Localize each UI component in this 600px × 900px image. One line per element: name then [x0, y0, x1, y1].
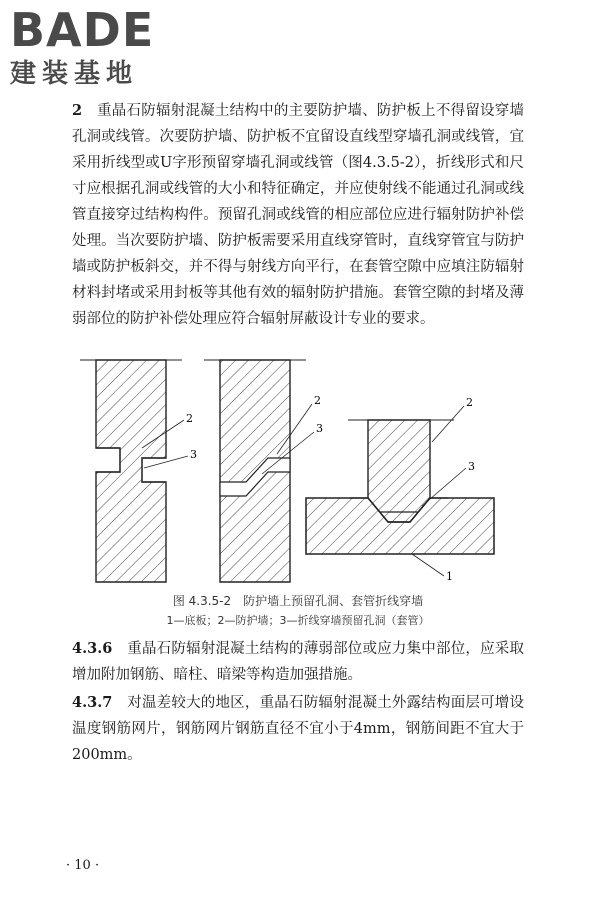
paragraph-2: [72, 98, 524, 332]
logo-subtitle: 建装基地: [10, 59, 139, 89]
section-number: 4.3.6: [72, 640, 113, 657]
panel-c-u-shaped-penetration: [306, 396, 494, 583]
section-4-3-6: [72, 636, 524, 688]
figure-legend: 1—底板；2—防护墙；3—折线穿墙预留孔洞（套管）: [166, 614, 430, 627]
brand-logo: [10, 3, 155, 90]
section-text: 对温差较大的地区，重晶石防辐射混凝土外露结构面层可增设温度钢筋网片，钢筋网片钢筋直径不宜小于4mm，钢筋间距不宜大于200mm。: [72, 695, 525, 763]
panel-a-stepped-penetration: [80, 360, 197, 582]
section-4-3-7: [72, 690, 524, 768]
page-number: · 10 ·: [66, 858, 100, 873]
paragraph-number: 2: [72, 102, 83, 119]
panel-b-oblique-penetration: [204, 360, 323, 582]
logo-brand-text: BADE: [10, 3, 155, 57]
section-number: 4.3.7: [72, 694, 113, 711]
figure-caption: 图 4.3.5-2 防护墙上预留孔洞、套管折线穿墙: [172, 594, 424, 608]
section-text: 重晶石防辐射混凝土结构的薄弱部位或应力集中部位，应采取增加附加钢筋、暗柱、暗梁等构造加强措施。: [72, 641, 525, 683]
callout-3-c: 3: [468, 460, 475, 473]
callout-2-c: 2: [466, 396, 473, 409]
paragraph-text: 重晶石防辐射混凝土结构中的主要防护墙、防护板上不得留设穿墙孔洞或线管。次要防护墙、防护板不宜留设直线型穿墙孔洞或线管，宜采用折线型或U字形预留穿墙孔洞或线管（图4.3.5-2），折线形式和尺寸应根据孔洞或线管的大小和特征确定，并应使射线不能通过孔洞或线管直接穿过结构构件。预留孔洞或线管的相应部位应进行辐射防护补偿处理。当次要防护墙、防护板需要采用直线穿管时，直线穿管宜与防护墙或防护板斜交，并不得与射线方向平行，在套管空隙中应填注防辐射材料封堵或采用封板等其他有效的辐射防护措施。套管空隙的封堵及薄弱部位的防护补偿处理应符合辐射屏蔽设计专业的要求。: [72, 103, 525, 327]
figure-wall-penetration-diagram: [72, 358, 524, 588]
callout-3-a: 3: [190, 448, 197, 461]
callout-2-b: 2: [314, 394, 321, 407]
callout-2-a: 2: [186, 412, 193, 425]
callout-3-b: 3: [316, 422, 323, 435]
callout-1-c: 1: [446, 570, 453, 583]
